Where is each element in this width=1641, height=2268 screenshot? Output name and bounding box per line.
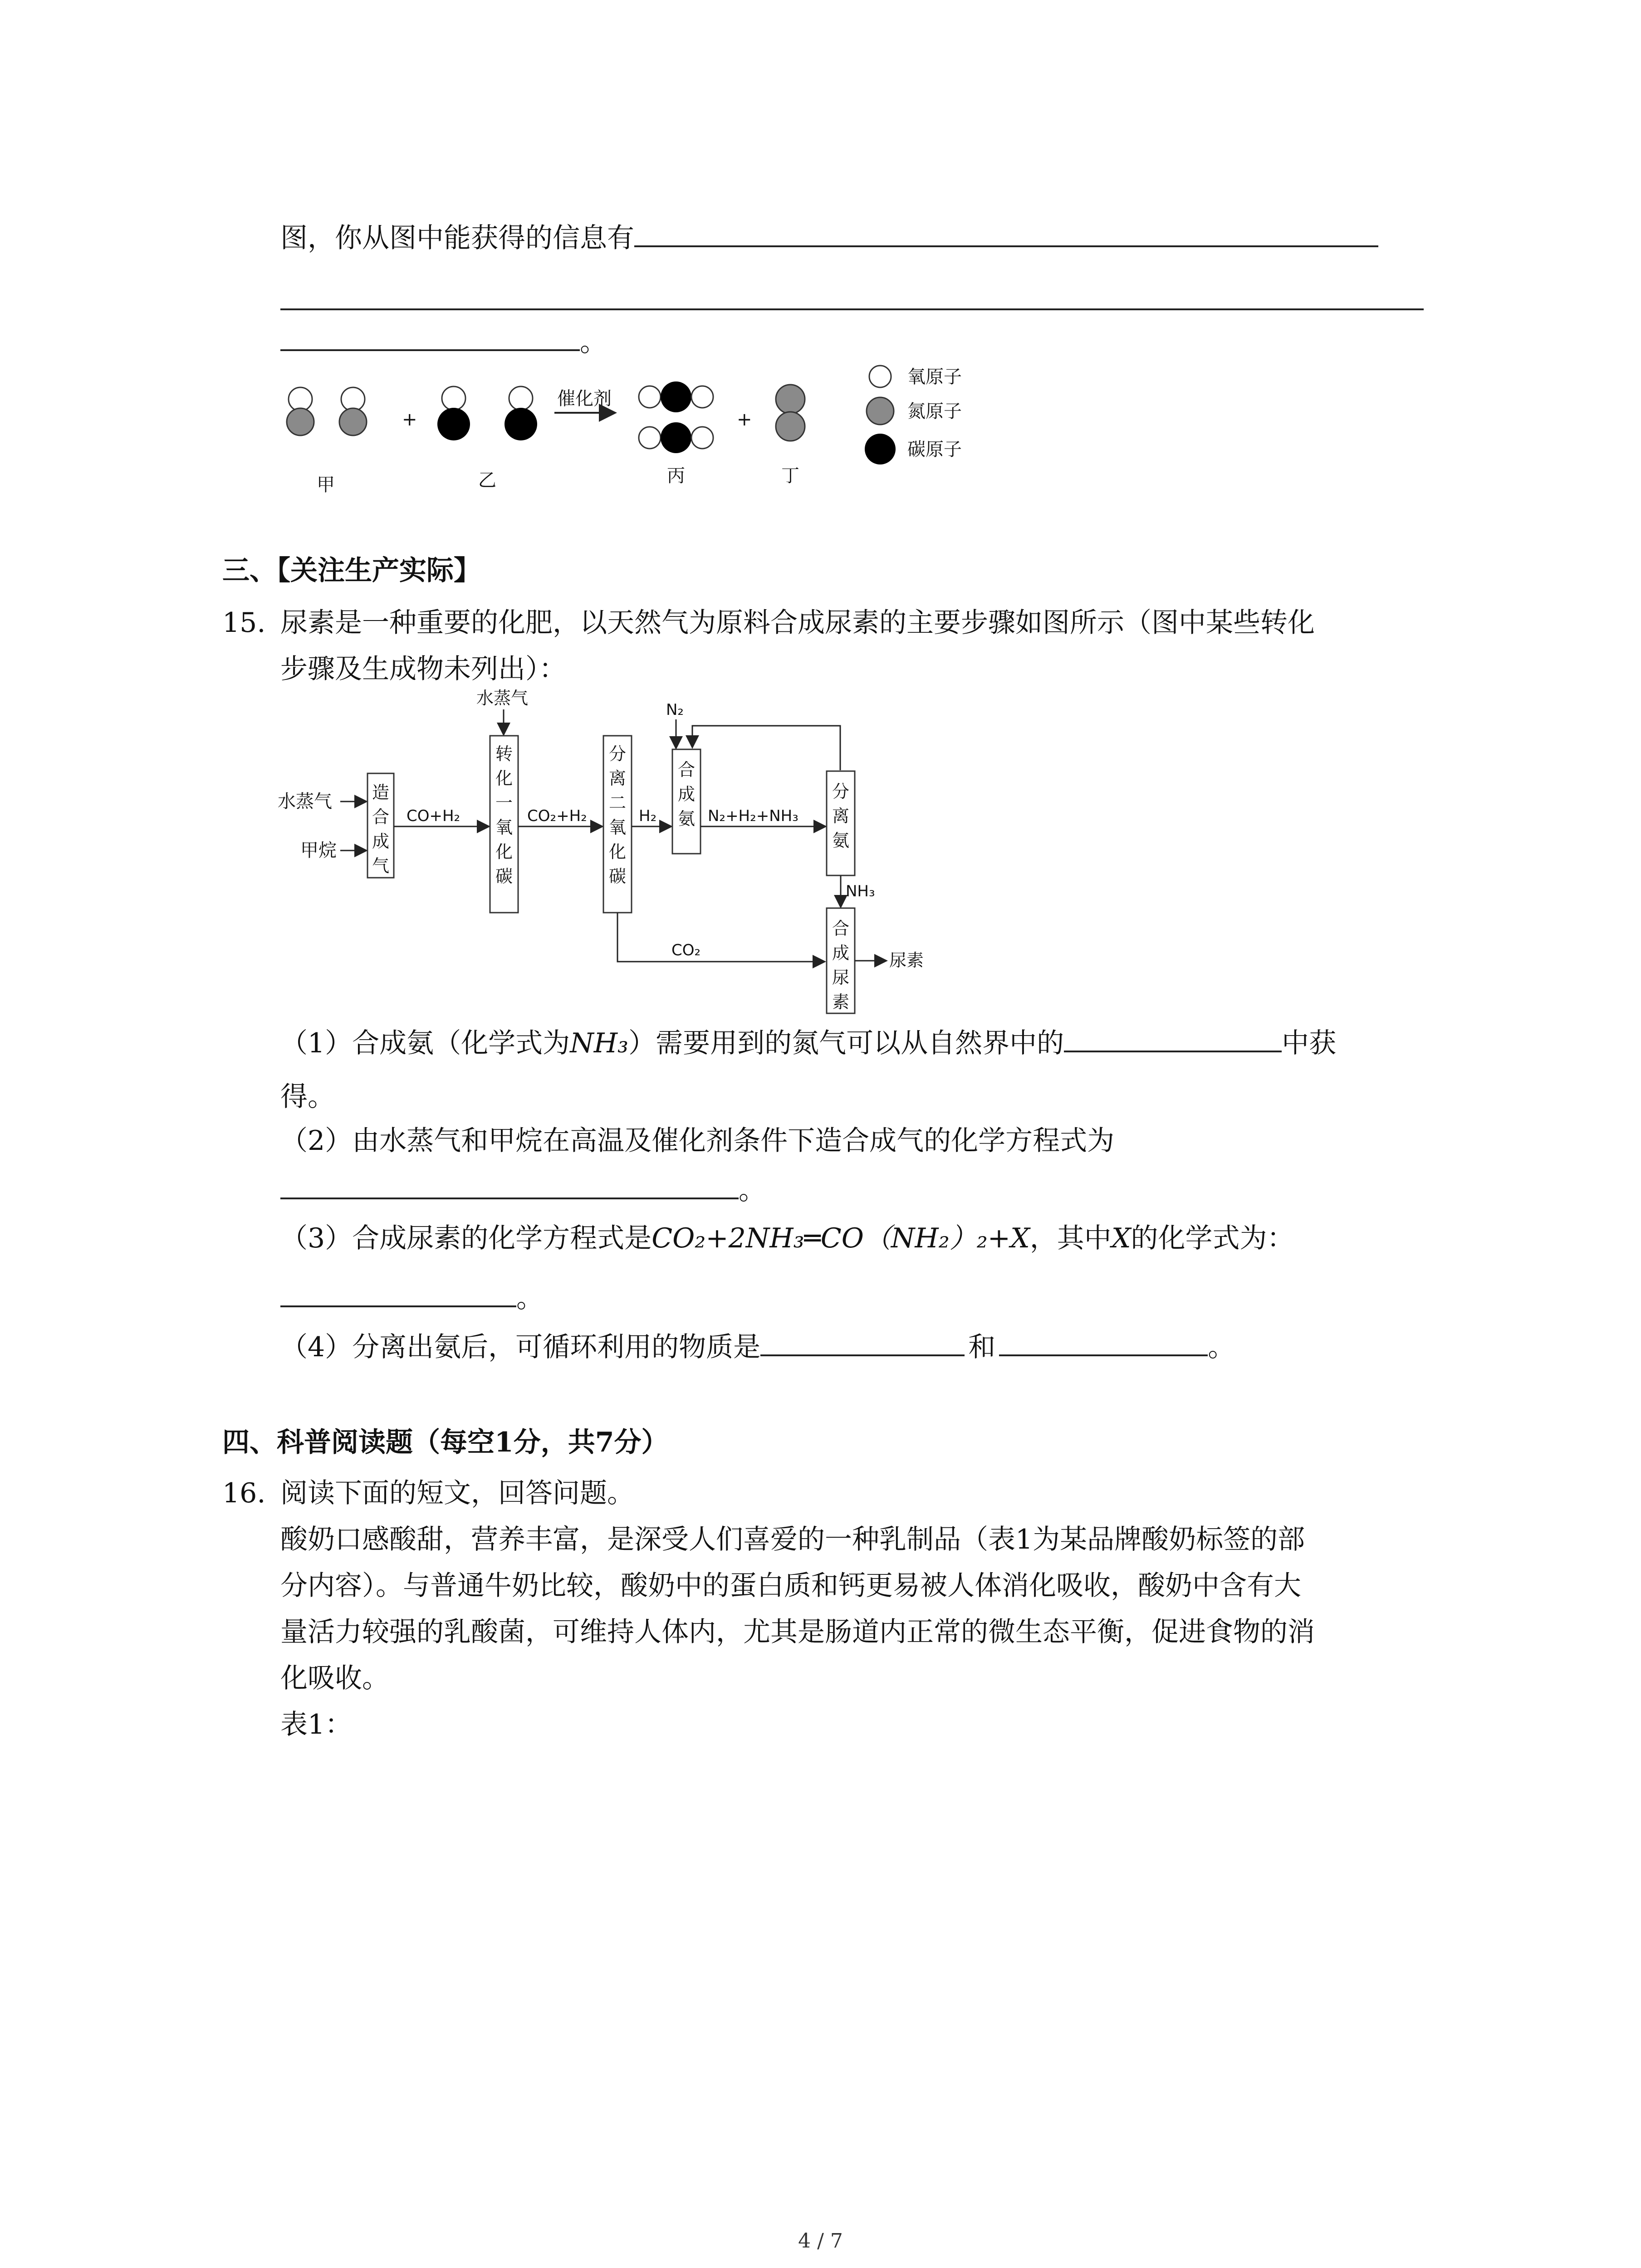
legend bbox=[865, 366, 962, 464]
section-4-title: 四、科普阅读题（每空1分，共7分） bbox=[222, 1427, 669, 1458]
q15-stem-line2: 步骤及生成物未列出）： bbox=[280, 653, 566, 685]
plus-1: + bbox=[402, 409, 417, 430]
box-separate-ammonia-label: 分离氨 bbox=[832, 782, 850, 850]
q15-stem-line1: 尿素是一种重要的化肥，以天然气为原料合成尿素的主要步骤如图所示（图中某些转化 bbox=[280, 607, 1315, 639]
q15-p2: （2）由水蒸气和甲烷在高温及催化剂条件下造合成气的化学方程式为 bbox=[280, 1125, 1115, 1157]
molecule-diagram bbox=[272, 354, 998, 503]
q15-p3-answer bbox=[280, 1279, 544, 1316]
q15-p3 bbox=[280, 1220, 1294, 1256]
top-steam: 水蒸气 bbox=[476, 688, 529, 708]
q16-para1: 酸奶口感酸甜，营养丰富，是深受人们喜爱的一种乳制品（表1为某品牌酸奶标签的部 bbox=[280, 1524, 1305, 1555]
q14-line1 bbox=[280, 219, 1378, 256]
q15-p3-c: 的化学式为： bbox=[1131, 1222, 1294, 1254]
label-jia: 甲 bbox=[317, 474, 335, 495]
q15-p1 bbox=[280, 1024, 1336, 1061]
output-urea: 尿素 bbox=[889, 950, 924, 970]
molecule-jia bbox=[287, 387, 367, 435]
molecule-ding bbox=[776, 385, 805, 441]
box-shift-co-label: 转化一氧化碳 bbox=[495, 744, 513, 886]
q14-end-mark: 。 bbox=[580, 326, 607, 358]
label-mix: N₂+H₂+NH₃ bbox=[708, 807, 798, 825]
q15-p1-a: （1）合成氨（化学式为 bbox=[280, 1027, 570, 1059]
q16-number: 16. bbox=[222, 1477, 266, 1509]
legend-oxygen: 氧原子 bbox=[907, 367, 962, 387]
q15-p1-formula: NH₃ bbox=[570, 1027, 629, 1059]
molecule-bing bbox=[639, 381, 713, 453]
page-number: 4 / 7 bbox=[798, 2229, 843, 2253]
q16-para4: 化吸收。 bbox=[280, 1662, 389, 1694]
label-yi: 乙 bbox=[478, 470, 496, 491]
answer-blank-recycle-1[interactable] bbox=[760, 1328, 965, 1356]
label-n2: N₂ bbox=[666, 701, 684, 719]
box-syngas-label: 造合成气 bbox=[372, 782, 390, 876]
box-synth-ammonia-label: 合成氨 bbox=[677, 760, 696, 829]
box-synth-urea-label: 合成尿素 bbox=[832, 919, 850, 1012]
box-separate-co2-label: 分离二氧化碳 bbox=[608, 744, 627, 886]
q16-table-label: 表1： bbox=[280, 1709, 353, 1740]
q15-p4-a: （4）分离出氨后，可循环利用的物质是 bbox=[280, 1331, 761, 1363]
input-steam: 水蒸气 bbox=[278, 791, 332, 812]
q15-p3-a: （3）合成尿素的化学方程式是 bbox=[280, 1222, 652, 1254]
q15-p2-answer bbox=[280, 1171, 766, 1208]
co2-line bbox=[617, 913, 825, 962]
section-3-title: 三、【关注生产实际】 bbox=[222, 555, 481, 587]
answer-blank-info-3[interactable] bbox=[280, 323, 580, 351]
answer-blank-syngas-equation[interactable] bbox=[280, 1171, 739, 1199]
label-nh3: NH₃ bbox=[846, 882, 875, 900]
catalyst-label: 催化剂 bbox=[557, 388, 612, 409]
q16-para3: 量活力较强的乳酸菌，可维持人体内，尤其是肠道内正常的微生态平衡，促进食物的消 bbox=[280, 1616, 1315, 1648]
answer-blank-x-formula[interactable] bbox=[280, 1279, 516, 1307]
q15-number: 15. bbox=[222, 607, 266, 639]
answer-blank-info-2[interactable] bbox=[280, 308, 1424, 310]
q15-p1-d: 得。 bbox=[280, 1081, 335, 1113]
q15-p4-end: 。 bbox=[1208, 1331, 1235, 1363]
label-co-h2: CO+H₂ bbox=[407, 807, 460, 825]
q15-p3-end: 。 bbox=[516, 1282, 544, 1314]
label-ding: 丁 bbox=[781, 465, 799, 486]
q15-p2-end: 。 bbox=[739, 1174, 766, 1206]
q15-p1-c: 中获 bbox=[1282, 1027, 1337, 1059]
urea-flow-diagram bbox=[272, 685, 980, 1030]
q16-para2: 分内容）。与普通牛奶比较，酸奶中的蛋白质和钙更易被人体消化吸收，酸奶中含有大 bbox=[280, 1570, 1301, 1602]
q16-line1: 阅读下面的短文，回答问题。 bbox=[280, 1477, 634, 1509]
q15-p3-equation: CO₂+2NH₃═CO（NH₂）₂+X bbox=[652, 1222, 1030, 1254]
recycle-loop bbox=[692, 726, 840, 770]
answer-blank-nitrogen-source[interactable] bbox=[1064, 1024, 1282, 1052]
q15-p4 bbox=[280, 1328, 1235, 1365]
label-co2: CO₂ bbox=[671, 941, 701, 959]
q15-p1-b: ）需要用到的氮气可以从自然界中的 bbox=[628, 1027, 1064, 1059]
input-methane: 甲烷 bbox=[300, 840, 337, 861]
label-bing: 丙 bbox=[667, 465, 685, 486]
legend-carbon: 碳原子 bbox=[907, 439, 962, 460]
q14-line1-text: 图，你从图中能获得的信息有 bbox=[280, 222, 634, 254]
molecule-yi bbox=[437, 386, 537, 440]
legend-nitrogen: 氮原子 bbox=[907, 401, 962, 422]
q15-p4-and: 和 bbox=[968, 1331, 996, 1363]
answer-blank-info-1[interactable] bbox=[634, 219, 1378, 247]
plus-2: + bbox=[737, 409, 752, 430]
label-h2: H₂ bbox=[639, 807, 657, 825]
q15-p3-b: ，其中 bbox=[1029, 1222, 1112, 1254]
q15-p3-x: X bbox=[1111, 1222, 1131, 1254]
answer-blank-recycle-2[interactable] bbox=[999, 1328, 1208, 1356]
label-co2-h2: CO₂+H₂ bbox=[527, 807, 587, 825]
